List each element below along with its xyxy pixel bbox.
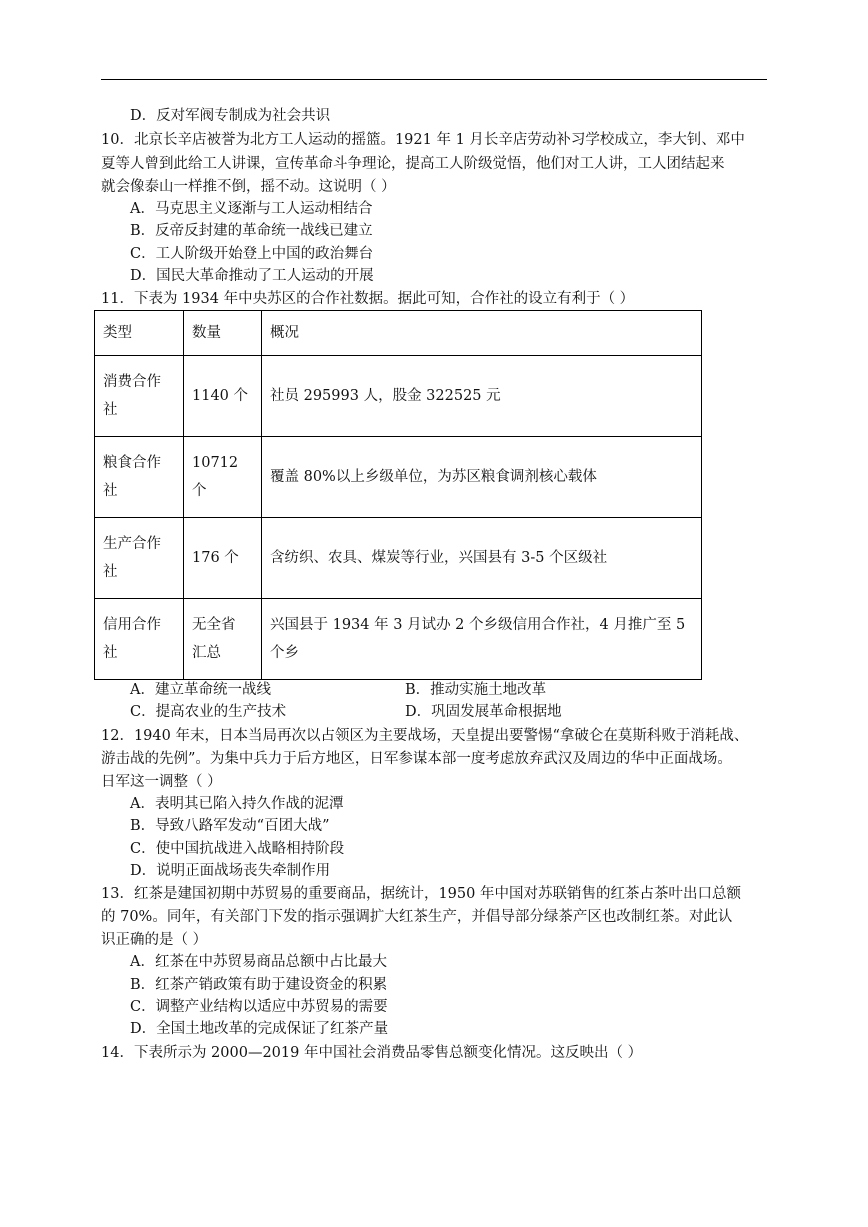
q11-option-a: A．建立革命统一战线 — [130, 682, 271, 698]
cell-line: 社 — [103, 645, 118, 661]
q12-stem-line-1: 12．1940 年末，日本当局再次以占领区为主要战场，天皇提出要警惕“拿破仑在莫斯科败于消耗战、 — [101, 728, 749, 744]
q9-option-d: D．反对军阀专制成为社会共识 — [130, 108, 331, 124]
cell-line: 消费合作 — [103, 374, 161, 390]
q11-stem: 11．下表为 1934 年中央苏区的合作社数据。据此可知，合作社的设立有利于（ ） — [101, 291, 635, 307]
q12-stem-line-2: 游击战的先例”。为集中兵力于后方地区，日军参谋本部一度考虑放弃武汉及周边的华中正面战场。 — [101, 751, 732, 767]
q10-stem-line-2: 夏等人曾到此给工人讲课，宣传革命斗争理论，提高工人阶级觉悟，他们对工人讲，工人团结起来 — [101, 156, 725, 172]
header-count: 数量 — [184, 311, 262, 356]
q10-option-a: A．马克思主义逐渐与工人运动相结合 — [130, 201, 373, 217]
cell-count — [184, 437, 262, 518]
q13-stem-line-2: 的 70%。同年，有关部门下发的指示强调扩大红茶生产，并倡导部分绿茶产区也改制红茶。对此认 — [101, 909, 733, 925]
q13-stem-line-1: 13．红茶是建国初期中苏贸易的重要商品，据统计，1950 年中国对苏联销售的红茶占茶叶出口总额 — [101, 886, 741, 902]
q10-option-c: C．工人阶级开始登上中国的政治舞台 — [130, 246, 374, 262]
q10-stem-line-1: 10．北京长辛店被誉为北方工人运动的摇篮。1921 年 1 月长辛店劳动补习学校成立，李大钊、邓中 — [101, 132, 745, 148]
q10-option-b: B．反帝反封建的革命统一战线已建立 — [130, 223, 373, 239]
q11-option-b: B．推动实施土地改革 — [405, 682, 547, 698]
cell-line: 兴国县于 1934 年 3 月试办 2 个乡级信用合作社，4 月推广至 5 — [270, 617, 686, 633]
cell-count — [184, 599, 262, 680]
cell-desc — [262, 356, 702, 437]
cell-line: 176 个 — [192, 550, 239, 566]
cell-line: 汇总 — [192, 645, 221, 661]
cell-line: 社 — [103, 483, 118, 499]
q12-option-c: C．使中国抗战进入战略相持阶段 — [130, 841, 345, 857]
q11-option-d: D．巩固发展革命根据地 — [405, 704, 562, 720]
cell-desc — [262, 518, 702, 599]
cell-desc — [262, 599, 702, 680]
cell-line: 个乡 — [270, 645, 299, 661]
table-row — [95, 437, 702, 518]
cell-type — [95, 356, 184, 437]
cell-line: 社员 295993 人，股金 322525 元 — [270, 388, 501, 404]
q12-stem-line-3: 日军这一调整（ ） — [101, 774, 222, 790]
table-row — [95, 518, 702, 599]
cell-count — [184, 518, 262, 599]
q13-option-d: D．全国土地改革的完成保证了红茶产量 — [130, 1021, 389, 1037]
header-type: 类型 — [95, 311, 184, 356]
cell-type — [95, 518, 184, 599]
table-row — [95, 599, 702, 680]
q12-option-b: B．导致八路军发动“百团大战” — [130, 818, 330, 834]
q10-stem-line-3: 就会像泰山一样推不倒，摇不动。这说明（ ） — [101, 179, 396, 195]
cell-count — [184, 356, 262, 437]
cell-line: 社 — [103, 564, 118, 580]
cell-line: 生产合作 — [103, 536, 161, 552]
cell-type — [95, 599, 184, 680]
cell-desc — [262, 437, 702, 518]
cell-line: 无全省 — [192, 617, 236, 633]
q11-table — [94, 310, 702, 680]
q13-option-a: A．红茶在中苏贸易商品总额中占比最大 — [130, 954, 387, 970]
cell-line: 信用合作 — [103, 617, 161, 633]
cell-line: 1140 个 — [192, 388, 249, 404]
table-row — [95, 356, 702, 437]
table-header-row — [95, 311, 702, 356]
q13-option-c: C．调整产业结构以适应中苏贸易的需要 — [130, 999, 388, 1015]
q12-option-d: D．说明正面战场丧失牵制作用 — [130, 863, 331, 879]
cell-type — [95, 437, 184, 518]
header-rule — [101, 79, 767, 80]
q13-stem-line-3: 识正确的是（ ） — [101, 932, 208, 948]
header-desc: 概况 — [262, 311, 702, 356]
cell-line: 覆盖 80%以上乡级单位，为苏区粮食调剂核心载体 — [270, 469, 597, 485]
q13-option-b: B．红茶产销政策有助于建设资金的积累 — [130, 977, 388, 993]
q14-stem: 14．下表所示为 2000—2019 年中国社会消费品零售总额变化情况。这反映出（ ） — [101, 1045, 643, 1061]
q12-option-a: A．表明其已陷入持久作战的泥潭 — [130, 796, 344, 812]
cell-line: 10712 个 — [192, 455, 239, 499]
q10-option-d: D．国民大革命推动了工人运动的开展 — [130, 268, 374, 284]
cell-line: 含纺织、农具、煤炭等行业，兴国县有 3-5 个区级社 — [270, 550, 608, 566]
q11-option-c: C．提高农业的生产技术 — [130, 704, 287, 720]
cell-line: 粮食合作 — [103, 455, 161, 471]
cell-line: 社 — [103, 402, 118, 418]
